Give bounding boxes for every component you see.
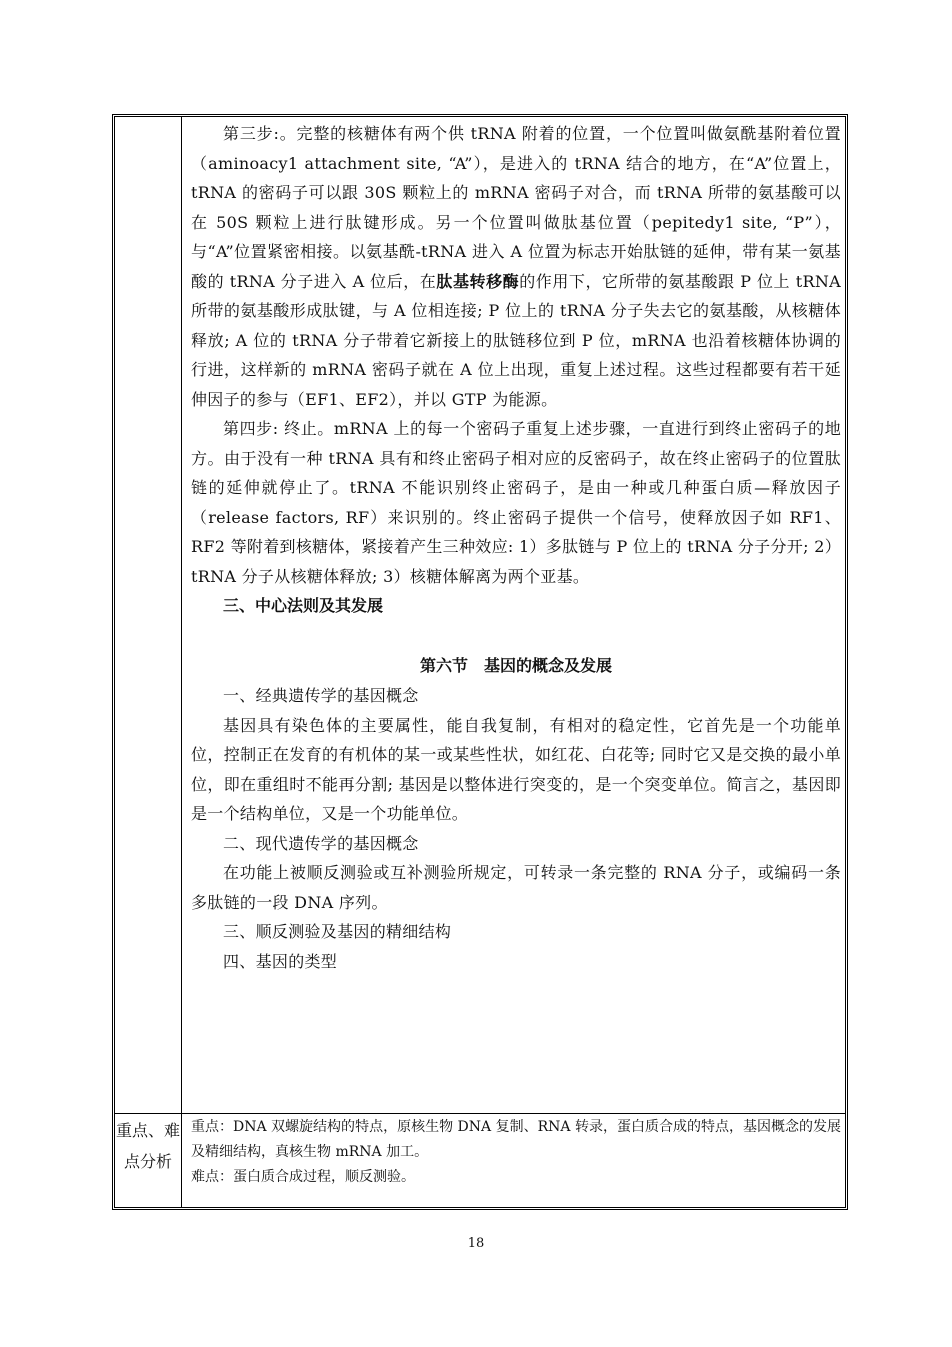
key-points-line: 重点：DNA 双螺旋结构的特点，原核生物 DNA 复制、RNA 转录，蛋白质合成的特点，基因概念的发展及精细结构，真核生物 mRNA 加工。 xyxy=(191,1119,841,1160)
page-number: 18 xyxy=(467,1236,485,1251)
paragraph-modern-gene: 在功能上被顺反测验或互补测验所规定，可转录一条完整的 RNA 分子，或编码一条多肽链的一段 DNA 序列。 xyxy=(191,863,841,912)
content-table xyxy=(112,114,848,1210)
bold-term: 肽基转移酶 xyxy=(436,271,520,291)
paragraph-text: 第三步:。完整的核糖体有两个供 tRNA 附着的位置，一个位置叫做氨酰基附着位置（aminoacy1 attachment site, “A”），是进入的 tRNA 结合的地方，在“A”位置上，tRNA 的密码子可以跟 30S 颗粒上的 mRNA 密码子对合，而 tRNA 所带的氨基酸可以在 50S 颗粒上进行肽键形成。另一个位置叫做肽基位置（pepitedy1 site, “P”），与“A”位置紧密相接。以氨基酰-tRNA 进入 A 位置为标志开始肽链的延伸，带有某一氨基酸的 tRNA 分子进入 A 位后，在 xyxy=(191,124,841,291)
subheading-cis-trans: 三、顺反测验及基因的精细结构 xyxy=(223,922,452,941)
paragraph-step-three xyxy=(191,119,841,414)
subheading-gene-types: 四、基因的类型 xyxy=(223,951,338,971)
paragraph-classic-gene: 基因具有染色体的主要属性，能自我复制，有相对的稳定性，它首先是一个功能单位，控制正在发育的有机体的某一或某些性状，如红花、白花等; 同时它又是交换的最小单位，即在重组时不能再分割; 基因是以整体进行突变的，是一个突变单位。简言之，基因即是一个结构单位，又是一个功能单位。 xyxy=(191,715,841,823)
paragraph-step-four: 第四步: 终止。mRNA 上的每一个密码子重复上述步骤，一直进行到终止密码子的地方。由于没有一种 tRNA 具有和终止密码子相对应的反密码子，故在终止密码子的位置肽链的延伸就停止了。tRNA 不能识别终止密码子，是由一种或几种蛋白质—释放因子（release factors, RF）来识别的。终止密码子提供一个信号，使释放因子如 RF1、RF2 等附着到核糖体，紧接着产生三种效应: 1）多肽链与 P 位上的 tRNA 分子分开; 2）tRNA 分子从核糖体释放; 3）核糖体解离为两个亚基。 xyxy=(191,419,841,586)
spacer xyxy=(191,621,841,651)
main-content xyxy=(191,119,841,976)
key-points-content xyxy=(191,1115,841,1190)
subheading-modern: 二、现代遗传学的基因概念 xyxy=(223,833,419,853)
row-divider xyxy=(115,1113,845,1114)
heading-central-dogma: 三、中心法则及其发展 xyxy=(223,596,384,615)
paragraph-text: 的作用下，它所带的氨基酸跟 P 位上 tRNA 所带的氨基酸形成肽键，与 A 位相连接; P 位上的 tRNA 分子失去它的氨基酸，从核糖体释放; A 位的 tRNA 分子带着它新接上的肽链移位到 P 位，mRNA 也沿着核糖体协调的行进，这样新的 mRNA 密码子就在 A 位上出现，重复上述过程。这些过程都要有若干延伸因子的参与（EF1、EF2），并以 GTP 为能源。 xyxy=(191,271,841,409)
key-points-label: 重点、难点分析 xyxy=(115,1121,180,1171)
column-divider xyxy=(181,117,182,1207)
subheading-classic: 一、经典遗传学的基因概念 xyxy=(223,686,419,705)
section-title: 第六节 基因的概念及发展 xyxy=(419,656,612,675)
difficult-points-line: 难点：蛋白质合成过程，顺反测验。 xyxy=(191,1169,415,1185)
